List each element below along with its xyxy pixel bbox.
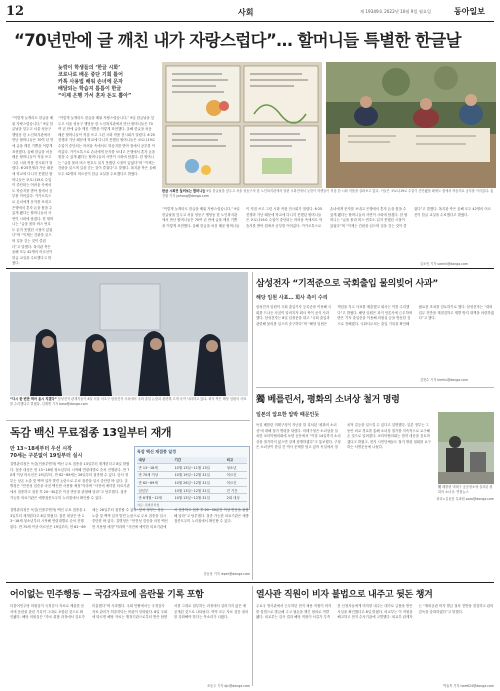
lead-bottom-rule <box>6 268 494 269</box>
bottom-left-reporter: 조동주 기자 djc@donga.com <box>206 684 250 688</box>
section-title: 사회 <box>238 8 254 17</box>
flu-top-rule <box>6 420 250 421</box>
table-row <box>137 471 247 479</box>
table-cell: 10월 26일~12월 31일 <box>173 479 225 487</box>
flu-headline: 독감 백신 무료접종 13일부터 재개 <box>10 426 172 439</box>
lead-caption-text: 9일 한글날을 앞두고 서울 성동구의 한 노인복지관에서 열린 시화전에서 늦깎이 학생들이 직접 쓴 시화 작품을 살펴보고 있다. 이들은 코로나19로 수업이 중단됐을 때에도 집에서 학습지로 공부를 이어갔다. 홍진환 기자 jwhong@donga.com <box>162 189 494 198</box>
table-row <box>137 486 247 494</box>
lead-reporter: 김소민 기자 somin@donga.com <box>420 262 469 266</box>
flu-subhead-line: 70세는 구분없이 19일부터 실시 <box>10 453 83 459</box>
berlin-body: 독일 베를린 미테구청이 지난달 말 설치된 ‘평화의 소녀상’에 대해 철거 명령을 내렸다. 미테구청은 소녀상을 설치한 코리아협의회에 보낸 공문에서 “이달 14일까지 소녀상을 철거하지 않으면 강제 집행하겠다”고 통보했다. 구청은 소녀상이 한일 간 역사 문제를 담고 있어 독일에서 정치적 갈등을 일으킬 수 있다고 설명했다. 일본 정부는 그동안 외교 경로를 통해 소녀상 철거를 지속적으로 요구해 온 것으로 알려졌다. 코리아협의회는 법적 대응을 검토하겠다고 밝혔고, 현지 시민단체들도 철거 명령 철회를 요구하는 서명운동에 나섰다. <box>256 423 431 450</box>
bottom-right-body: 주요국 영사관에서 근무하던 현지 채용 직원이 비자를 불법으로 발급해 주고 뒷돈을 챙긴 혐의로 적발됐다. 외교부는 감사 결과 해당 직원이 서류가 부족한 신청자들에게 비자를 내주는 대가로 금품을 받은 사실을 확인했다고 8일 밝혔다. 외교부는 이 직원을 해고하고 현지 수사기관에 고발했다. 외교부 관계자는 “재외공관 비자 발급 절차 전반을 점검하고 관리 감독을 강화하겠다”고 말했다. <box>256 604 494 620</box>
bottom-left-headline: 어이없는 민주행동 — 국감자료에 음란물 기록 포함 <box>10 590 204 600</box>
table-cell: 만 70세 이상 <box>137 471 173 479</box>
flu-table-header-row <box>137 457 247 464</box>
bottom-right-headline: 열사관 직원이 비자 불법으로 내주고 뒷돈 챙겨 <box>256 590 433 600</box>
berlin-reporter: 파리=김윤종 특파원 zozo@donga.com <box>436 497 494 501</box>
bottom-left-body: 더불어민주당 의원실이 국정감사 자료로 제출한 문서에 음란물 관련 기록이 그대로 포함된 것으로 확인됐다. 해당 의원실은 “자료 취합 과정에서 검토가 미흡했다”며 사과했다. 국회 안팎에서는 국정감사 자료 관리가 허술하다는 비판이 잇따랐다. 8일 국회에 따르면 해당 자료는 행정기관으로부터 받은 답변서를 그대로 첨부하는 과정에서 걸러지지 않은 채 공개된 것으로 나타났다. 여야 모두 자료 검증 절차를 강화해야 한다는 목소리가 나왔다. <box>10 604 249 620</box>
lead-subhead-line: 코로나로 배운 중단 기회 틀어 <box>58 72 123 78</box>
berlin-photo <box>438 412 494 484</box>
table-cell: 만 6개월~12세 <box>137 494 173 502</box>
lead-photo-artworks <box>162 62 322 188</box>
flu-body: 질병관리청은 독감(인플루엔자) 백신 무료 접종을 13일부터 재개한다고 8일 밝혔다. 접종 대상은 만 13~18세 청소년부터 시작해 연령대별로 순차 진행된다. 만 70세 이상 어르신은 19일부터, 만 62~69세는 26일부터 접종할 수 있다. 앞서 정부는 상온 노출 및 백색 입자 발견 논란으로 무료 접종을 일시 중단한 바 있다. 질병청은 “안전성 검증을 마친 백신만 사용할 예정”이라며 “사전에 예약한 의료기관에서 접종하고 접종 후 20~30분간 이상 반응을 관찰해 달라”고 당부했다. 접종 가능한 의료기관은 예방접종도우미 누리집에서 확인할 수 있다. <box>10 462 130 500</box>
table-cell: 어르신 <box>225 479 247 487</box>
bottom-section-rule <box>6 582 494 583</box>
lead-headline: “70년만에 글 깨친 내가 자랑스럽다”… 할머니들 특별한 한글날 <box>14 31 461 50</box>
samsung-caption-text: 삼성전자 관계자들이 8일 서울 서초구 삼성전자 사옥에서 국회 출입 논란과 관련해 고개 숙여 사과하고 있다. 회사 측은 해당 임원의 사표를 수리했다고 밝혔다. 김재명 기자 base@donga.com <box>10 397 247 406</box>
flu-body-bottom: 질병관리청은 독감(인플루엔자) 백신 무료 접종을 13일부터 재개한다고 8일 밝혔다. 접종 대상은 만 13~18세 청소년부터 시작해 연령대별로 순차 진행된다. 만 70세 이상 어르신은 19일부터, 만 62~69세는 26일부터 접종할 수 있다. 앞서 정부는 상온 노출 및 백색 입자 발견 논란으로 무료 접종을 일시 중단한 바 있다. 질병청은 “안전성 검증을 마친 백신만 사용할 예정”이라며 “사전에 예약한 의료기관에서 접종하고 접종 후 20~30분간 이상 반응을 관찰해 달라”고 당부했다. 접종 가능한 의료기관은 예방접종도우미 누리집에서 확인할 수 있다. <box>10 508 249 529</box>
berlin-headline: 獨 베를린서, 평화의 소녀상 철거 명령 <box>256 395 400 405</box>
flu-table-source: 자료: 질병관리청 <box>137 503 160 508</box>
flu-table-col: 기간 <box>173 457 225 464</box>
table-row <box>137 479 247 487</box>
girl-statue-illustration <box>438 412 494 484</box>
berlin-photo-caption: 獨 베를린 미테구 공공장소에 설치된 평화의 소녀상. 연합뉴스 <box>438 485 493 494</box>
lead-body: “이렇게 늦게라도 한글을 배워 자랑스럽습니다.” 9일 한글날을 앞두고 서울 성동구 행당동 한 노인복지관에서 만난 할머니들은 70여 년 만에 글을 깨친 기쁨을 이렇게 표현했다. 올해 한글을 처음 배운 할머니들이 직접 쓰고 그린 시화 작품 전시회가 열렸다. 6·25전쟁과 가난 때문에 학교에 다니지 못했던 할머니들은 코로나19로 수업이 중단되는 어려움 속에서도 학습지를 받아 집에서 공부를 이어갔다. 카카오톡으로 손녀에게 문자를 보내고 은행에서 혼자 돈을 찾을 수 있게 됐다는 할머니들의 사연이 시화에 담겼다. 한 할머니는 “글을 몰라 버스 번호도 읽지 못했던 시절이 있었다”며 “이제는 간판을 읽으며 길을 걷는 것이 즐겁다”고 말했다. 복지관 측은 올해 모두 42명의 어르신이 한글 교실을 수료했다고 밝혔다. <box>58 116 156 176</box>
flu-table-col: 비고 <box>225 457 247 464</box>
masthead: 동아일보 <box>454 6 485 16</box>
table-cell: 10월 13일~12월 31일 <box>173 494 225 502</box>
lead-subhead-line: 카톡 사용법 배워 손녀에 문자 <box>58 79 123 85</box>
table-cell: 만 62~69세 <box>137 479 173 487</box>
samsung-divider <box>256 387 494 388</box>
apology-scene-illustration <box>10 272 248 396</box>
bottom-column-divider <box>252 586 253 686</box>
table-cell: 10월 13일~11월 13일 <box>173 464 225 472</box>
lead-subhead-line: 배달되는 학습지 틈틈이 한글 <box>58 86 122 92</box>
berlin-subhead: 일본의 압요한 압박 때문인듯 <box>256 412 320 418</box>
samsung-subhead: 해당 임원 사표… 회사 측이 수리 <box>256 295 328 301</box>
writing-scene-illustration <box>326 62 496 188</box>
page-number: 12 <box>6 4 25 19</box>
flu-subhead-line: 만 13~18세부터 우선 시작 <box>10 446 72 452</box>
artworks-illustration <box>162 62 322 188</box>
samsung-caption-bold: “다시 한 번만 먹어 음시 지겠다” <box>10 397 57 401</box>
table-cell: 어르신 <box>225 471 247 479</box>
lead-subhead-line: 늦깎이 학생들의 ‘한글 시화’ <box>58 65 121 71</box>
table-cell: 10월 13일~12월 31일 <box>173 486 225 494</box>
lead-subheadline <box>58 65 158 100</box>
flu-table-col: 대상 <box>137 457 173 464</box>
lead-caption-bold: 한글 시화전 둘러보는 할머니들 <box>162 189 206 193</box>
mid-column-divider <box>252 272 253 580</box>
table-row <box>137 464 247 472</box>
header-rule <box>6 21 494 22</box>
flu-table-box <box>134 446 250 510</box>
table-cell: 10월 19일~12월 31일 <box>173 471 225 479</box>
issue-info: 제 19349호 2022년 10월 9일 월요일 <box>360 9 431 14</box>
flu-subheads <box>10 446 120 460</box>
table-row <box>137 494 247 502</box>
table-cell: 임신부 <box>137 486 173 494</box>
lead-photo-caption <box>162 189 494 205</box>
samsung-photo-caption <box>10 397 248 417</box>
bottom-right-reporter: 박효목 기자 tree624@donga.com <box>443 684 494 688</box>
table-cell: 2회 대상 <box>225 494 247 502</box>
lead-photo-writing <box>326 62 496 188</box>
samsung-body: 삼성전자 임원이 국회 출입기자 등록증을 이용해 국회를 드나든 사실이 알려지자 회사 측이 공식 사과했다. 삼성전자는 8일 입장문을 내고 “국회 출입과 관련해 물의를 일으켜 송구하다”며 “해당 임원은 책임을 지고 사표를 제출했고 회사는 이를 수리했다”고 밝혔다. 해당 임원은 과거 언론사에 근무하며 받은 기자 출입증을 이용해 의원실 등을 방문한 것으로 전해졌다. 국회사무처는 출입 기록을 확인해 필요한 조치를 검토하기로 했다. 삼성전자는 “대외 업무 전반을 재점검하고 재발 방지 대책을 마련하겠다”고 했다. <box>256 305 494 326</box>
flu-schedule-table <box>137 457 247 503</box>
samsung-headline: 삼성전자 “기적준으로 국회출입 물의빚어 사과” <box>256 279 439 289</box>
table-cell: 청소년 <box>225 464 247 472</box>
lead-subhead-line: “이제 은행 가서 혼자 돈도 뽑아” <box>58 93 132 99</box>
flu-table-title: 독감 백신 재접종 일정 <box>137 449 176 454</box>
lead-body-left: “이렇게 늦게라도 한글을 배워 자랑스럽습니다.” 9일 한글날을 앞두고 서울 성동구 행당동 한 노인복지관에서 만난 할머니들은 70여 년 만에 글을 깨친 기쁨을 이렇게 표현했다. 올해 한글을 처음 배운 할머니들이 직접 쓰고 그린 시화 작품 전시회가 열렸다. 6·25전쟁과 가난 때문에 학교에 다니지 못했던 할머니들은 코로나19로 수업이 중단되는 어려움 속에서도 학습지를 받아 집에서 공부를 이어갔다. 카카오톡으로 손녀에게 문자를 보내고 은행에서 혼자 돈을 찾을 수 있게 됐다는 할머니들의 사연이 시화에 담겼다. 한 할머니는 “글을 몰라 버스 번호도 읽지 못했던 시절이 있었다”며 “이제는 간판을 읽으며 길을 걷는 것이 즐겁다”고 말했다. 복지관 측은 올해 모두 42명의 어르신이 한글 교실을 수료했다고 밝혔다. <box>12 116 54 266</box>
table-cell: 전 기간 <box>225 486 247 494</box>
flu-reporter: 강동웅 기자 leper@donga.com <box>203 572 250 576</box>
samsung-photo <box>10 272 248 396</box>
lead-body-continued: “이렇게 늦게라도 한글을 배워 자랑스럽습니다.” 9일 한글날을 앞두고 서울 성동구 행당동 한 노인복지관에서 만난 할머니들은 70여 년 만에 글을 깨친 기쁨을 이렇게 표현했다. 올해 한글을 처음 배운 할머니들이 직접 쓰고 그린 시화 작품 전시회가 열렸다. 6·25전쟁과 가난 때문에 학교에 다니지 못했던 할머니들은 코로나19로 수업이 중단되는 어려움 속에서도 학습지를 받아 집에서 공부를 이어갔다. 카카오톡으로 손녀에게 문자를 보내고 은행에서 혼자 돈을 찾을 수 있게 됐다는 할머니들의 사연이 시화에 담겼다. 한 할머니는 “글을 몰라 버스 번호도 읽지 못했던 시절이 있었다”며 “이제는 간판을 읽으며 길을 걷는 것이 즐겁다”고 말했다. 복지관 측은 올해 모두 42명의 어르신이 한글 교실을 수료했다고 밝혔다. <box>162 207 491 228</box>
samsung-reporter: 김현수 기자 kimhs@donga.com <box>420 378 468 382</box>
table-cell: 만 13~18세 <box>137 464 173 472</box>
